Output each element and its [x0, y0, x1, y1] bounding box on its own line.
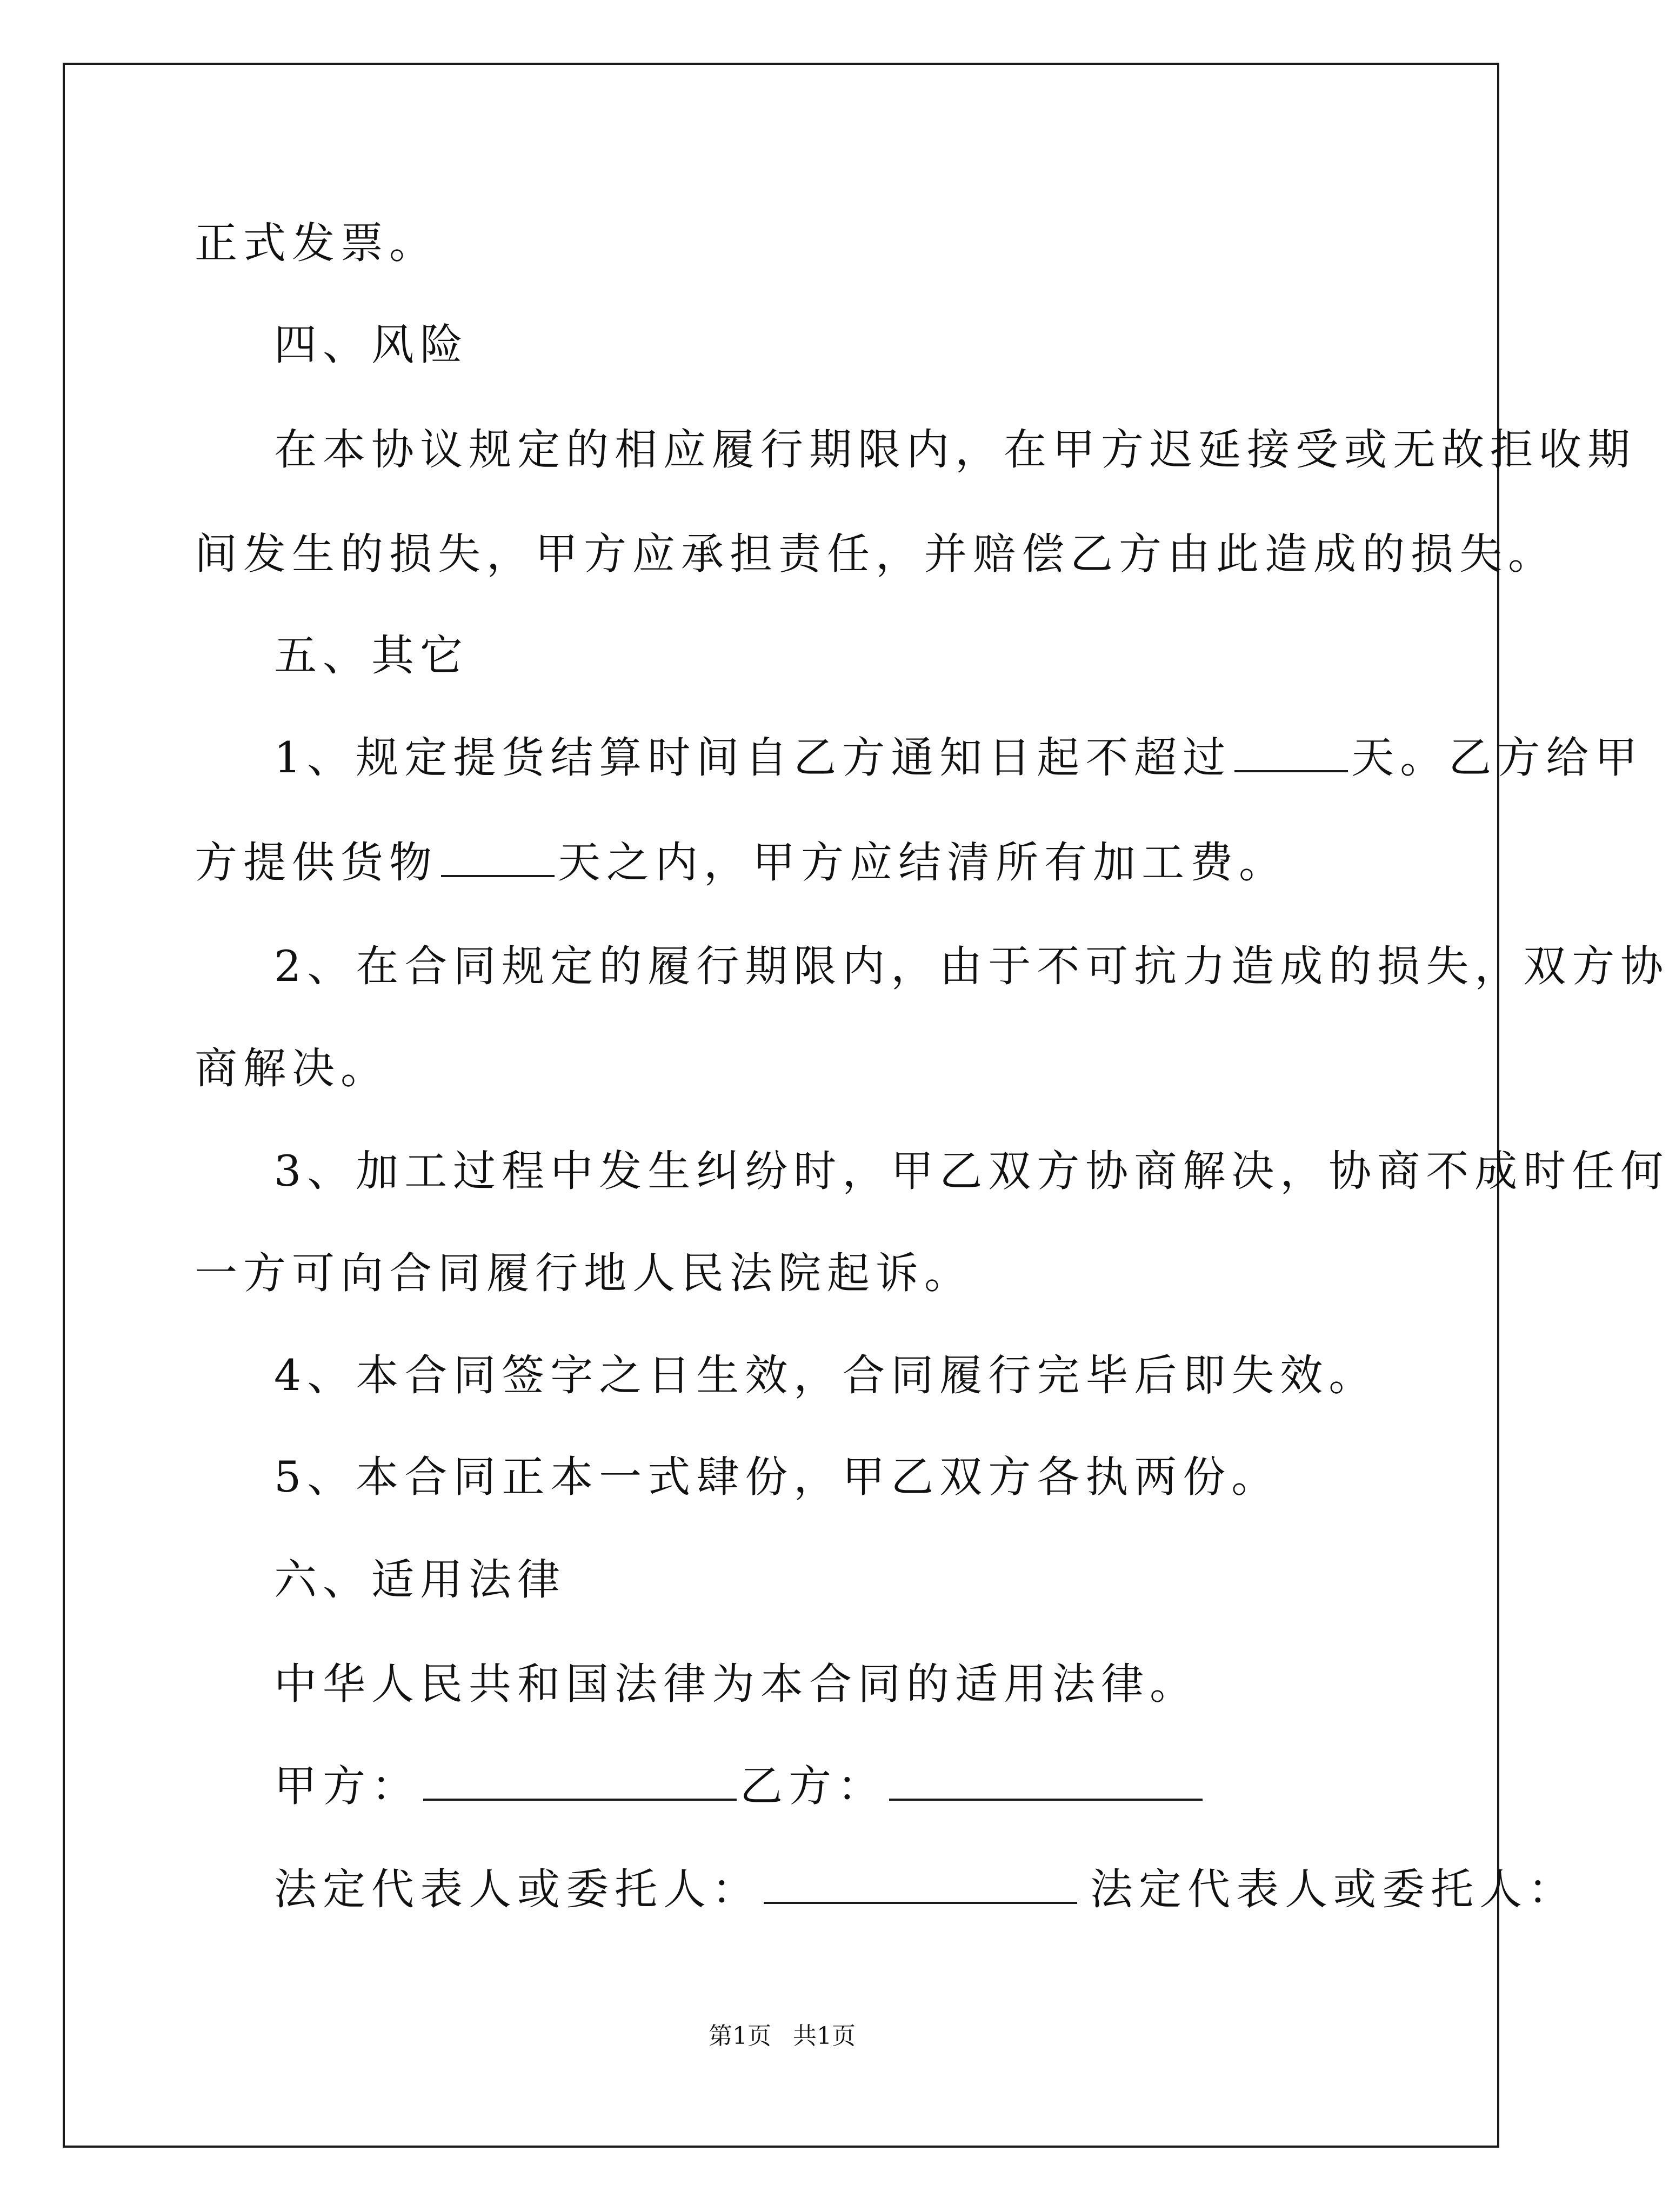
party-b-blank [889, 1761, 1203, 1801]
text-line: 2、在合同规定的履行期限内，由于不可抗力造成的损失，双方协 [274, 941, 1669, 991]
party-a-blank [423, 1761, 737, 1801]
section-heading-risk: 四、风险 [274, 320, 469, 370]
rep-right-label: 法定代表人或委托人： [1090, 1865, 1577, 1914]
text-line: 正式发票。 [195, 218, 438, 268]
text-line: 商解决。 [195, 1044, 389, 1093]
text-segment: 方提供货物 [195, 838, 438, 887]
page-border [63, 63, 1499, 2148]
signature-representatives [274, 1862, 1577, 1916]
rep-left-label: 法定代表人或委托人： [274, 1865, 760, 1914]
party-a-label: 甲方： [274, 1761, 420, 1811]
text-line: 4、本合同签字之日生效，合同履行完毕后即失效。 [274, 1351, 1378, 1400]
text-segment: 天之内，甲方应结清所有加工费。 [558, 838, 1287, 887]
text-line: 3、加工过程中发生纠纷时，甲乙双方协商解决，协商不成时任何 [274, 1146, 1669, 1196]
page-total: 共1页 [793, 2022, 856, 2050]
section-heading-other: 五、其它 [274, 631, 469, 680]
rep-left-blank [764, 1864, 1077, 1904]
fill-in-blank [1234, 732, 1348, 772]
signature-parties [274, 1759, 1206, 1813]
clause-1-line-2 [195, 836, 1287, 890]
section-heading-law: 六、适用法律 [274, 1555, 566, 1605]
text-line: 在本协议规定的相应履行期限内，在甲方迟延接受或无故拒收期 [274, 425, 1636, 475]
text-segment: 天。乙方给甲 [1351, 733, 1644, 783]
clause-1-line-1 [274, 731, 1643, 785]
fill-in-blank [441, 837, 555, 877]
text-line: 间发生的损失，甲方应承担责任，并赔偿乙方由此造成的损失。 [195, 529, 1557, 579]
text-segment: 1、规定提货结算时间自乙方通知日起不超过 [274, 733, 1232, 783]
page-number: 第1页 [709, 2022, 771, 2050]
text-line: 一方可向合同履行地人民法院起诉。 [195, 1248, 973, 1298]
text-line: 中华人民共和国法律为本合同的适用法律。 [274, 1659, 1198, 1709]
page-footer [0, 2020, 1564, 2053]
text-line: 5、本合同正本一式肆份，甲乙双方各执两份。 [274, 1452, 1280, 1502]
party-b-label: 乙方： [740, 1761, 886, 1811]
